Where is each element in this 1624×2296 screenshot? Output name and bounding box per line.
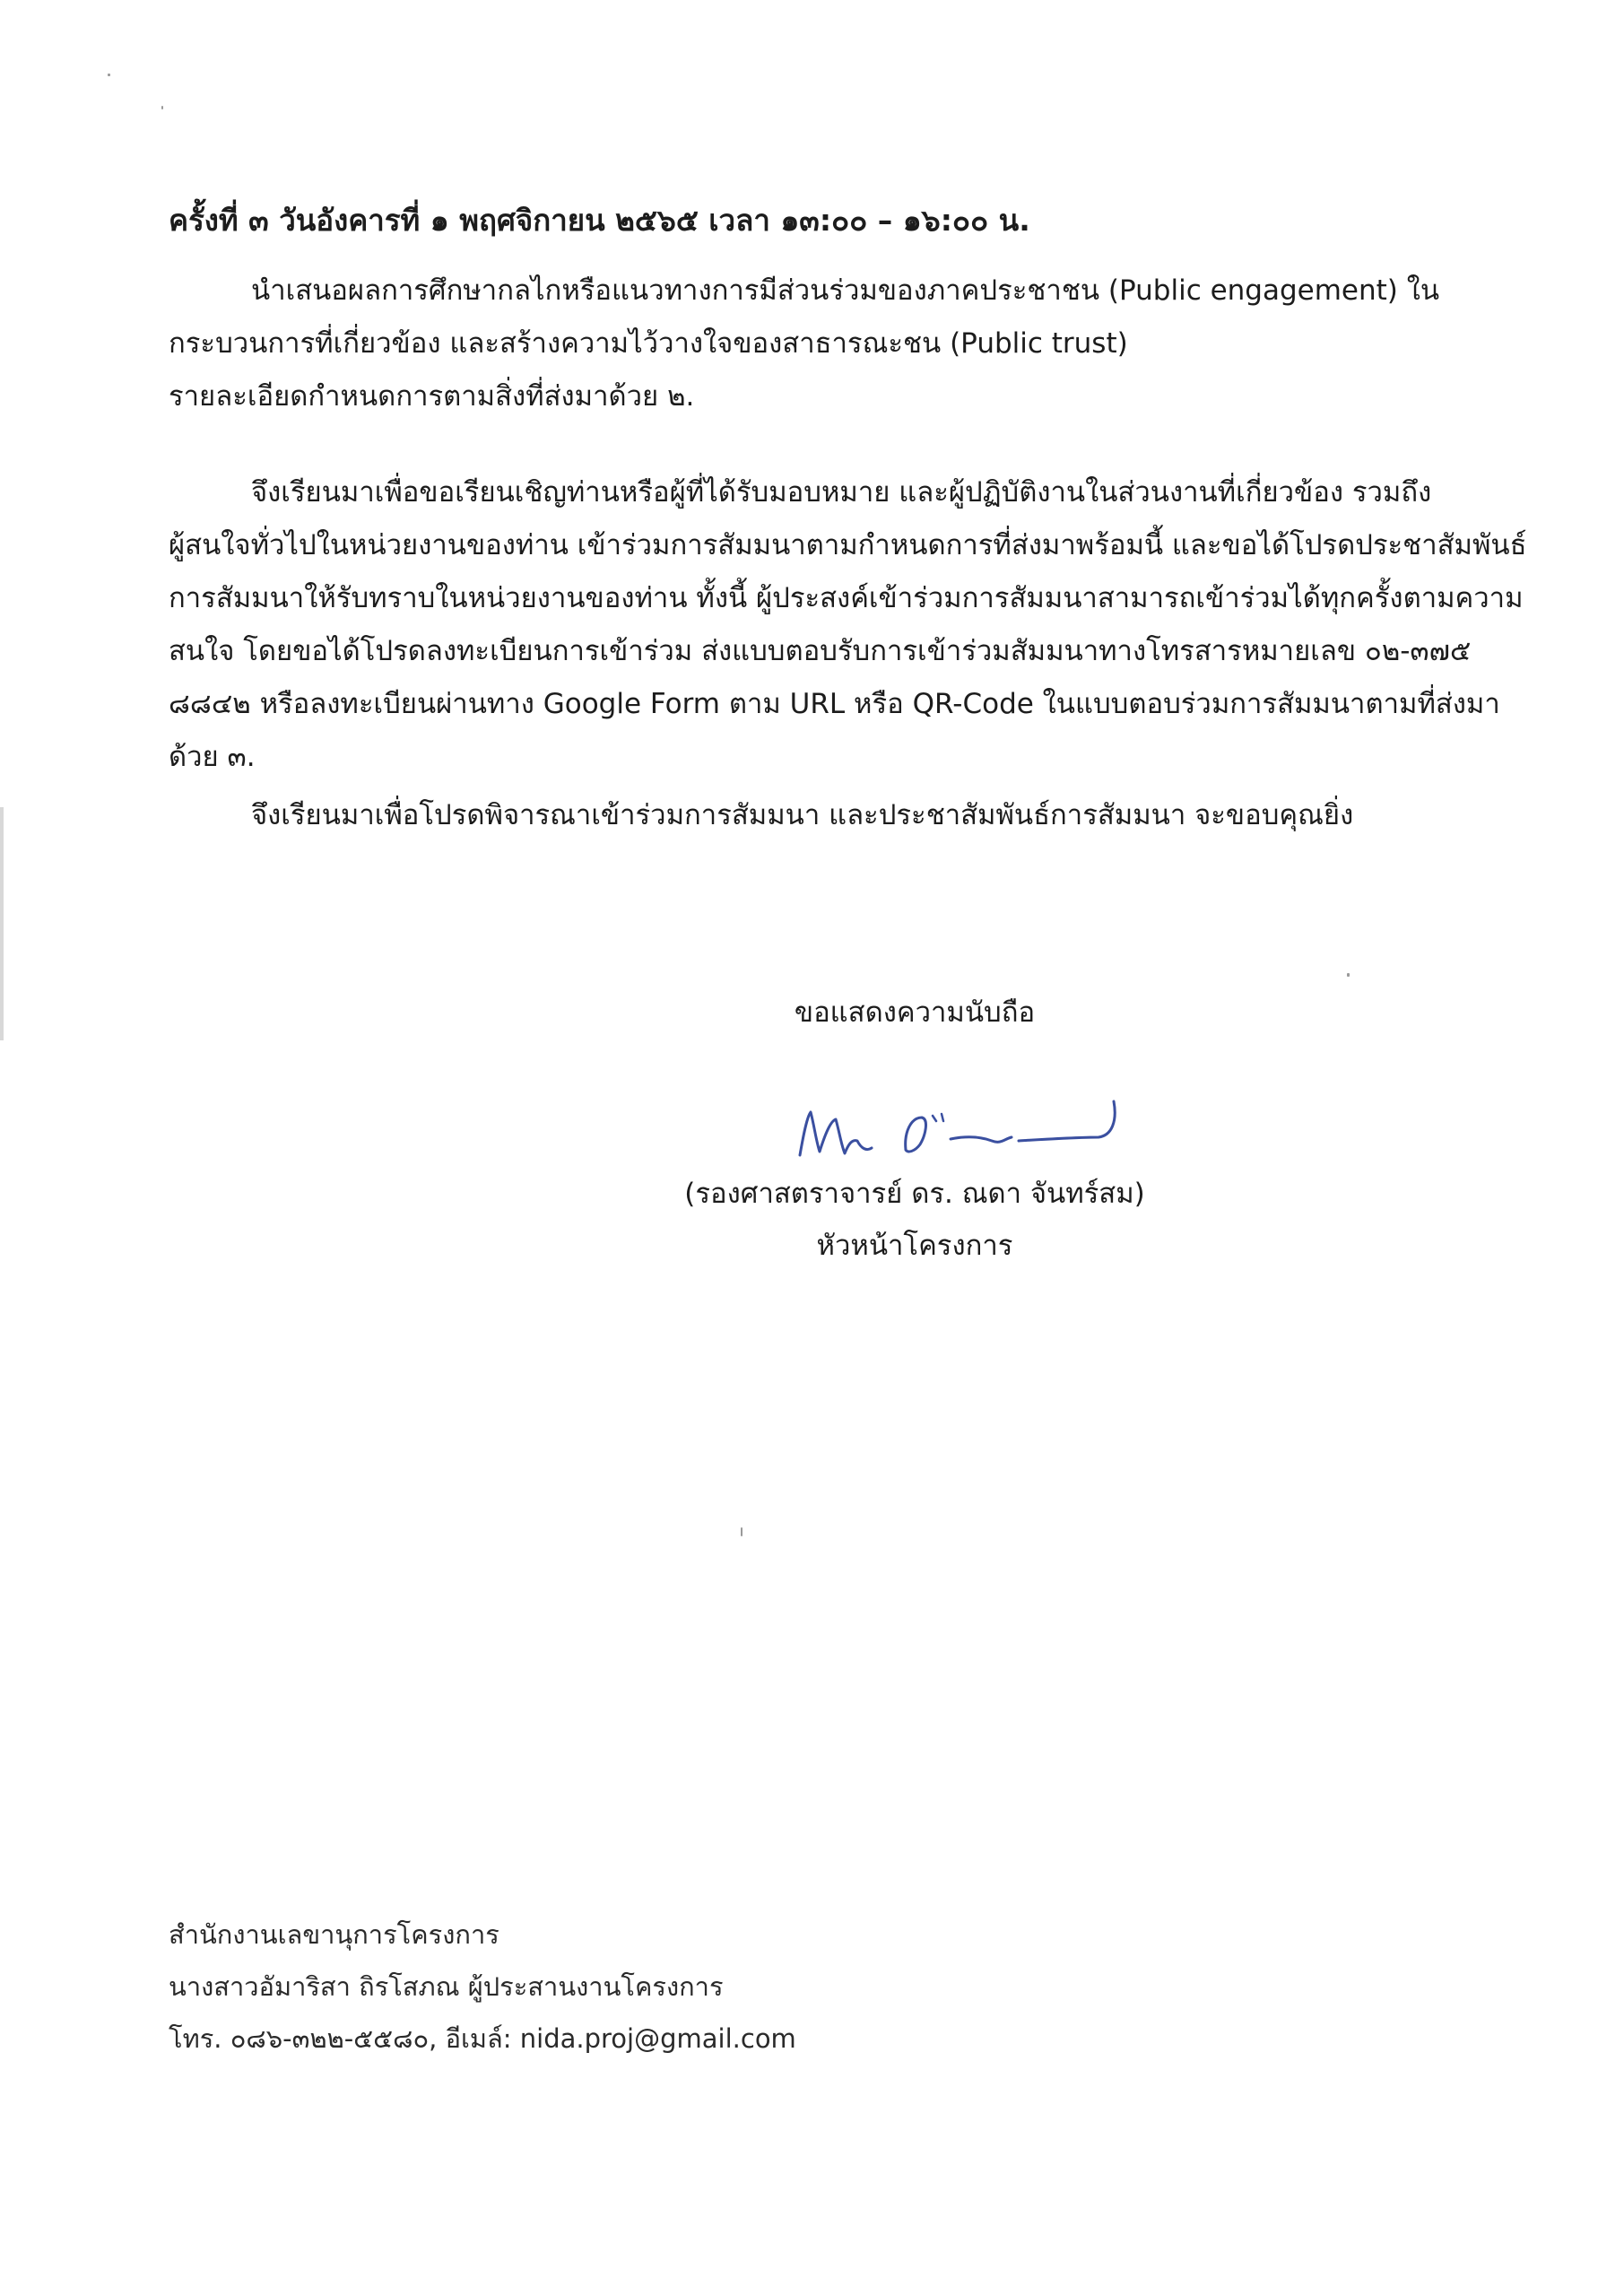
signer-name: (รองศาสตราจารย์ ดร. ณดา จันทร์สม) <box>684 1178 1145 1210</box>
invitation-line: สนใจ โดยขอได้โปรดลงทะเบียนการเข้าร่วม ส่งแบบตอบรับการเข้าร่วมสัมมนาทางโทรสารหมายเลข ๐๒-๓๗๕ <box>169 635 1472 667</box>
agenda-line: นำเสนอผลการศึกษากลไกหรือแนวทางการมีส่วนร่วมของภาคประชาชน (Public engagement) ใน <box>251 274 1440 307</box>
invitation-line: ผู้สนใจทั่วไปในหน่วยงานของท่าน เข้าร่วมการสัมมนาตามกำหนดการที่ส่งมาพร้อมนี้ และขอได้โปรดประชาสัมพันธ์ <box>169 529 1527 561</box>
request-line: จึงเรียนมาเพื่อโปรดพิจารณาเข้าร่วมการสัมมนา และประชาสัมพันธ์การสัมมนา จะขอบคุณยิ่ง <box>251 799 1354 831</box>
scan-speck <box>108 74 110 76</box>
contact-office: สำนักงานเลขานุการโครงการ <box>169 1919 499 1950</box>
agenda-line: รายละเอียดกำหนดการตามสิ่งที่ส่งมาด้วย ๒. <box>169 380 695 413</box>
meeting-heading: ครั้งที่ ๓ วันอังคารที่ ๑ พฤศจิกายน ๒๕๖๕ เวลา ๑๓:๐๐ – ๑๖:๐๐ น. <box>169 203 1030 238</box>
scan-speck <box>1347 973 1350 977</box>
invitation-line: การสัมมนาให้รับทราบในหน่วยงานของท่าน ทั้งนี้ ผู้ประสงค์เข้าร่วมการสัมมนาสามารถเข้าร่วมได้ทุกครั้งตามความ <box>169 582 1524 614</box>
agenda-line: กระบวนการที่เกี่ยวข้อง และสร้างความไว้วางใจของสาธารณะชน (Public trust) <box>169 327 1128 360</box>
invitation-line: ๘๘๔๒ หรือลงทะเบียนผ่านทาง Google Form ตาม URL หรือ QR-Code ในแบบตอบร่วมการสัมมนาตามที่ส่งมา <box>169 688 1500 720</box>
contact-coordinator: นางสาวอัมาริสา ถิรโสภณ ผู้ประสานงานโครงการ <box>169 1971 724 2002</box>
invitation-line: ด้วย ๓. <box>169 741 256 773</box>
scan-speck <box>741 1527 743 1536</box>
invitation-paragraph <box>169 466 1527 784</box>
invitation-line: จึงเรียนมาเพื่อขอเรียนเชิญท่านหรือผู้ที่ได้รับมอบหมาย และผู้ปฏิบัติงานในส่วนงานที่เกี่ยวข้อง รวมถึง <box>251 476 1432 509</box>
contact-block <box>169 1909 796 2065</box>
closing-salutation: ขอแสดงความนับถือ <box>794 996 1036 1029</box>
signer-title: หัวหน้าโครงการ <box>816 1230 1013 1262</box>
scan-edge-mark <box>0 807 4 1040</box>
scan-speck <box>161 106 163 109</box>
request-paragraph <box>169 789 1464 842</box>
agenda-paragraph <box>169 265 1464 423</box>
contact-phone-email: โทร. ๐๘๖-๓๒๒-๕๕๘๐, อีเมล์: nida.proj@gmail.com <box>169 2023 796 2054</box>
